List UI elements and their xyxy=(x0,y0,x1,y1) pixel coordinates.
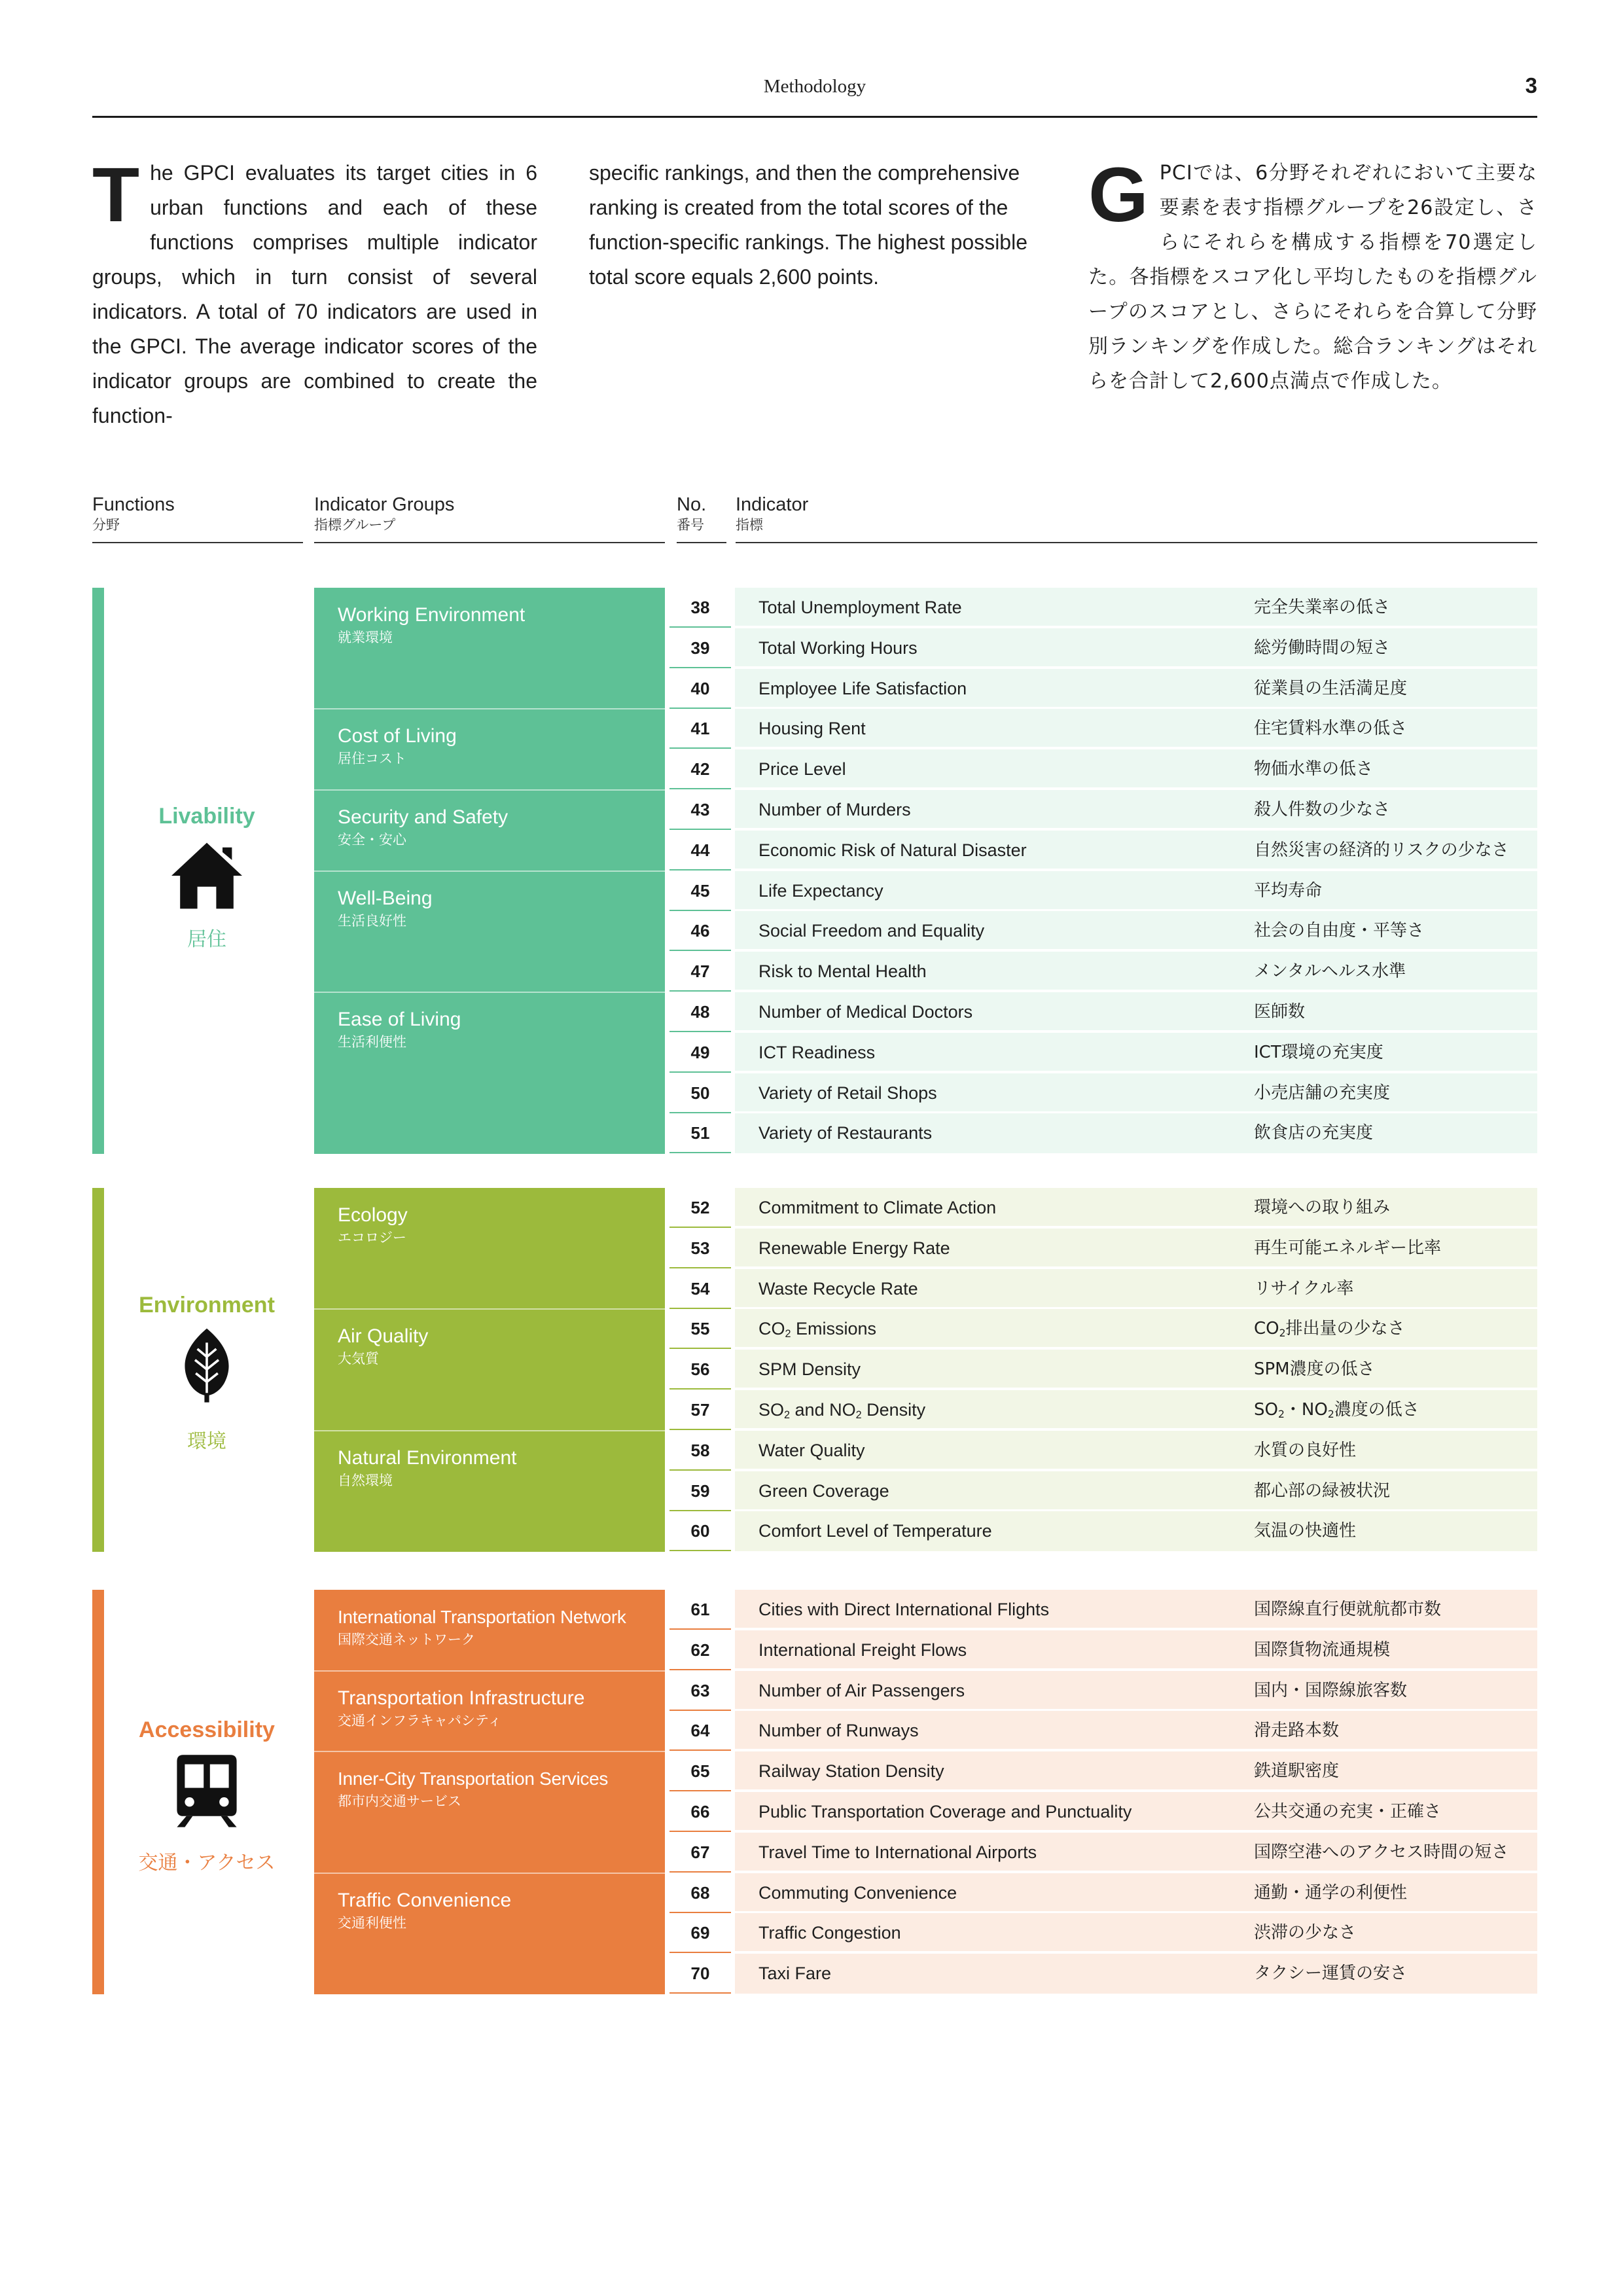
indicator-cell xyxy=(735,1471,1537,1511)
indicator-name-jp: 平均寿命 xyxy=(1254,880,1323,901)
indicator-cell xyxy=(735,1390,1537,1430)
accessibility-color-bar xyxy=(92,1590,104,1994)
indicator-group xyxy=(314,992,665,1154)
table-row xyxy=(669,1630,1537,1670)
indicator-cell xyxy=(735,1431,1537,1471)
indicator-name-jp: 公共交通の充実・正確さ xyxy=(1254,1802,1442,1821)
table-row xyxy=(669,1751,1537,1791)
indicator-name: Waste Recycle Rate xyxy=(758,1278,918,1299)
indicator-name: ICT Readiness xyxy=(758,1042,876,1062)
intro-jp-text: PCIでは、6分野それぞれにおいて主要な要素を表す指標グループを26設定し、さらにそれらを構成する指標を70選定した。各指標をスコア化し平均したものを指標グループのスコアとし、さらにそれらを合算して分野別ランキングを作成した。総合ランキングはそれらを合計して2,600点満点で作成した。 xyxy=(1088,162,1537,393)
indicator-name-jp: 国際空港へのアクセス時間の短さ xyxy=(1254,1842,1509,1862)
group-divider xyxy=(314,1308,665,1310)
table-row xyxy=(669,1309,1537,1349)
group-divider xyxy=(314,1430,665,1431)
indicator-cell xyxy=(735,1590,1537,1630)
indicator-name-jp: リサイクル率 xyxy=(1254,1278,1354,1299)
group-divider xyxy=(314,870,665,872)
indicator-number: 56 xyxy=(669,1350,731,1390)
indicator-name-jp: 国際線直行便就航都市数 xyxy=(1254,1600,1442,1619)
indicator-name: $SO_2$ and $NO_2$ Density xyxy=(758,1400,926,1421)
indicator-name-jp: 医師数 xyxy=(1254,1002,1306,1022)
indicator-group xyxy=(314,709,665,790)
table-row xyxy=(669,952,1537,992)
table-row xyxy=(669,1431,1537,1471)
group-name-jp: 大気質 xyxy=(338,1351,379,1367)
house-icon xyxy=(168,836,246,915)
indicator-group xyxy=(314,1590,665,1671)
indicator-name-jp: 従業員の生活満足度 xyxy=(1254,678,1408,698)
table-row xyxy=(669,1913,1537,1953)
indicator-number: 42 xyxy=(669,749,731,789)
indicator-number: 59 xyxy=(669,1471,731,1511)
indicator-name: Social Freedom and Equality xyxy=(758,921,985,941)
intro-english-column-1 xyxy=(92,152,537,433)
indicator-name: Economic Risk of Natural Disaster xyxy=(758,840,1027,860)
indicator-name: Price Level xyxy=(758,759,846,780)
table-row xyxy=(669,1073,1537,1113)
indicator-name-jp: 水質の良好性 xyxy=(1254,1440,1357,1460)
table-row xyxy=(669,1350,1537,1390)
group-name-jp: 生活良好性 xyxy=(338,912,406,929)
dropcap-g: G xyxy=(1088,152,1149,238)
intro-japanese-column xyxy=(1088,152,1537,399)
indicator-number: 55 xyxy=(669,1309,731,1349)
group-divider xyxy=(314,708,665,709)
indicator-name: Travel Time to International Airports xyxy=(758,1842,1037,1862)
indicator-number: 58 xyxy=(669,1431,731,1471)
indicator-cell xyxy=(735,1309,1537,1349)
indicator-group xyxy=(314,1671,665,1752)
table-row xyxy=(669,831,1537,870)
indicator-cell xyxy=(735,1711,1537,1751)
indicator-name: Commitment to Climate Action xyxy=(758,1198,997,1217)
indicator-name-jp: 環境への取り組み xyxy=(1254,1198,1391,1217)
indicator-name-jp: 社会の自由度・平等さ xyxy=(1254,921,1425,941)
table-row xyxy=(669,1229,1537,1268)
indicator-number: 60 xyxy=(669,1511,731,1551)
indicator-name-jp: メンタルヘルス水準 xyxy=(1254,961,1406,982)
indicator-cell xyxy=(735,628,1537,668)
indicator-name: SPM Density xyxy=(758,1359,861,1380)
section-title: Methodology xyxy=(763,76,866,97)
table-row xyxy=(669,871,1537,911)
accessibility-indicator-groups xyxy=(314,1590,665,1994)
indicator-number: 53 xyxy=(669,1229,731,1268)
indicator-name: Number of Air Passengers xyxy=(758,1680,965,1700)
table-row xyxy=(669,1471,1537,1511)
indicator-group xyxy=(314,790,665,871)
indicator-name: Green Coverage xyxy=(758,1480,889,1501)
group-divider xyxy=(314,789,665,791)
indicator-cell xyxy=(735,1073,1537,1113)
indicator-number: 38 xyxy=(669,588,731,628)
indicator-name: Number of Murders xyxy=(758,800,911,819)
indicator-name: Total Unemployment Rate xyxy=(758,598,962,617)
indicator-number: 57 xyxy=(669,1390,731,1430)
group-divider xyxy=(314,1873,665,1874)
indicator-number: 65 xyxy=(669,1751,731,1791)
environment-color-bar xyxy=(92,1188,104,1552)
train-icon xyxy=(168,1750,246,1829)
indicator-cell xyxy=(735,1913,1537,1953)
indicator-name-jp: 通勤・通学の利便性 xyxy=(1254,1882,1408,1903)
indicator-name-jp: ICT環境の充実度 xyxy=(1254,1042,1383,1062)
indicator-name: Public Transportation Coverage and Punctuality xyxy=(758,1802,1132,1821)
table-row xyxy=(669,1671,1537,1711)
table-row xyxy=(669,1188,1537,1228)
indicator-group xyxy=(314,871,665,992)
indicator-name: Water Quality xyxy=(758,1440,865,1460)
indicator-name-jp: 完全失業率の低さ xyxy=(1254,598,1391,617)
indicator-name-jp: 小売店舗の充実度 xyxy=(1254,1083,1391,1103)
group-name-jp: 都市内交通サービス xyxy=(338,1793,461,1810)
indicator-number: 63 xyxy=(669,1671,731,1711)
indicator-group xyxy=(314,1309,665,1430)
table-row xyxy=(669,911,1537,951)
indicator-number: 41 xyxy=(669,709,731,749)
indicator-cell xyxy=(735,1113,1537,1153)
indicator-number: 43 xyxy=(669,790,731,830)
indicator-cell xyxy=(735,831,1537,870)
table-row xyxy=(669,1954,1537,1994)
indicator-name: Railway Station Density xyxy=(758,1761,944,1782)
header-indicator-groups: Indicator Groups 指標グループ xyxy=(314,493,665,543)
indicator-number: 62 xyxy=(669,1630,731,1670)
indicator-name-jp: 渋滞の少なさ xyxy=(1254,1923,1357,1943)
indicator-cell xyxy=(735,1792,1537,1832)
indicator-number: 46 xyxy=(669,911,731,951)
table-row xyxy=(669,628,1537,668)
group-divider xyxy=(314,1751,665,1752)
indicator-number: 68 xyxy=(669,1873,731,1913)
indicator-group xyxy=(314,1751,665,1873)
indicator-cell xyxy=(735,952,1537,992)
indicator-name: Life Expectancy xyxy=(758,880,883,901)
indicator-cell xyxy=(735,1188,1537,1228)
header-indicator: Indicator 指標 xyxy=(736,493,1537,543)
indicator-name: Number of Medical Doctors xyxy=(758,1002,973,1022)
section-environment xyxy=(92,1188,1537,1552)
table-row xyxy=(669,1033,1537,1073)
group-name: Security and Safety xyxy=(338,806,508,828)
table-row xyxy=(669,669,1537,709)
indicator-name: Comfort Level of Temperature xyxy=(758,1521,992,1541)
indicator-name-jp: SPM濃度の低さ xyxy=(1254,1359,1375,1380)
livability-indicator-groups xyxy=(314,588,665,1154)
indicator-name-jp: タクシー運賃の安さ xyxy=(1254,1964,1408,1984)
group-name-jp: エコロジー xyxy=(338,1230,406,1246)
indicator-name-jp: 国際貨物流通規模 xyxy=(1254,1640,1391,1660)
group-name: Air Quality xyxy=(338,1325,429,1348)
table-row xyxy=(669,992,1537,1032)
indicator-number: 39 xyxy=(669,628,731,668)
indicator-name: Traffic Congestion xyxy=(758,1923,901,1943)
indicator-cell xyxy=(735,1873,1537,1913)
indicator-name: Cities with Direct International Flights xyxy=(758,1600,1050,1619)
table-row xyxy=(669,1269,1537,1309)
indicator-name-jp: 鉄道駅密度 xyxy=(1254,1761,1340,1782)
group-name-jp: 国際交通ネットワーク xyxy=(338,1632,475,1647)
indicator-cell xyxy=(735,669,1537,709)
group-name: Transportation Infrastructure xyxy=(338,1687,585,1709)
accessibility-function-label: Accessibility xyxy=(139,1717,275,1742)
indicator-name: Taxi Fare xyxy=(758,1964,832,1984)
table-row xyxy=(669,1792,1537,1832)
livability-function-label: Livability xyxy=(158,804,255,829)
indicator-number: 49 xyxy=(669,1033,731,1073)
indicator-number: 44 xyxy=(669,831,731,870)
indicator-cell xyxy=(735,911,1537,951)
indicator-name-jp: 物価水準の低さ xyxy=(1254,759,1374,780)
indicator-name-jp: 再生可能エネルギー比率 xyxy=(1254,1238,1442,1258)
livability-function-label-jp: 居住 xyxy=(187,928,226,951)
indicator-cell xyxy=(735,790,1537,830)
indicator-number: 69 xyxy=(669,1913,731,1953)
table-row xyxy=(669,1113,1537,1153)
indicator-number: 54 xyxy=(669,1269,731,1309)
indicator-name: Total Working Hours xyxy=(758,637,918,658)
indicator-number: 52 xyxy=(669,1188,731,1228)
indicator-name: Risk to Mental Health xyxy=(758,961,927,982)
table-row xyxy=(669,709,1537,749)
indicator-name-jp: 住宅賃料水準の低さ xyxy=(1254,719,1408,739)
indicator-name: Commuting Convenience xyxy=(758,1882,957,1903)
indicator-number: 70 xyxy=(669,1954,731,1994)
indicator-cell xyxy=(735,1671,1537,1711)
indicator-group xyxy=(314,1873,665,1994)
indicator-name-jp: $CO_2$排出量の少なさ xyxy=(1254,1319,1405,1340)
table-row xyxy=(669,588,1537,628)
environment-function-label-jp: 環境 xyxy=(187,1430,226,1453)
group-name: Natural Environment xyxy=(338,1446,517,1469)
indicator-number: 51 xyxy=(669,1113,731,1153)
indicator-number: 47 xyxy=(669,952,731,992)
indicator-cell xyxy=(735,588,1537,628)
group-name-jp: 安全・安心 xyxy=(338,832,406,848)
indicator-cell xyxy=(735,1751,1537,1791)
environment-function-label: Environment xyxy=(139,1293,275,1318)
section-accessibility xyxy=(92,1590,1537,1994)
intro-en-text-1: he GPCI evaluates its target cities in 6 urban functions and each of these functions comprises multiple indicator groups, which in turn consist of several indicators. A total of 70 indicators are used in the GPCI. The average indicator scores of the indicator groups are combined to create the function- xyxy=(92,161,537,427)
indicator-name-jp: 殺人件数の少なさ xyxy=(1254,800,1391,819)
indicator-name: International Freight Flows xyxy=(758,1640,967,1660)
leaf-icon xyxy=(168,1325,246,1404)
indicator-cell xyxy=(735,749,1537,789)
group-name: International Transportation Network xyxy=(338,1607,626,1627)
indicator-name: Housing Rent xyxy=(758,719,866,739)
indicator-cell xyxy=(735,1350,1537,1390)
section-livability xyxy=(92,588,1537,1154)
indicator-name-jp: 飲食店の充実度 xyxy=(1254,1123,1374,1143)
environment-indicator-groups xyxy=(314,1188,665,1552)
indicator-number: 64 xyxy=(669,1711,731,1751)
indicator-name-jp: 気温の快適性 xyxy=(1254,1521,1357,1541)
group-divider xyxy=(314,992,665,993)
indicator-cell xyxy=(735,871,1537,911)
group-name-jp: 自然環境 xyxy=(338,1472,393,1488)
indicator-name-jp: 国内・国際線旅客数 xyxy=(1254,1680,1408,1700)
group-name-jp: 就業環境 xyxy=(338,630,393,645)
indicator-number: 66 xyxy=(669,1792,731,1832)
indicator-name: Employee Life Satisfaction xyxy=(758,678,967,698)
indicator-number: 48 xyxy=(669,992,731,1032)
group-name: Inner-City Transportation Services xyxy=(338,1768,609,1789)
header-functions: Functions 分野 xyxy=(92,493,303,543)
intro-en-text-2: specific rankings, and then the comprehensive ranking is created from the total scores of the function-specific rankings. The highest possible total score equals 2,600 points. xyxy=(589,161,1027,289)
page-number: 3 xyxy=(1525,73,1537,98)
indicator-cell xyxy=(735,1229,1537,1268)
indicator-cell xyxy=(735,1630,1537,1670)
group-name: Working Environment xyxy=(338,604,526,626)
indicator-number: 67 xyxy=(669,1833,731,1873)
group-name-jp: 居住コスト xyxy=(338,751,406,767)
group-name: Traffic Convenience xyxy=(338,1889,512,1911)
table-row xyxy=(669,790,1537,830)
dropcap-t: T xyxy=(92,152,140,238)
indicator-group xyxy=(314,1431,665,1552)
indicator-number: 50 xyxy=(669,1073,731,1113)
indicator-name-jp: 自然災害の経済的リスクの少なさ xyxy=(1254,840,1509,860)
indicator-number: 45 xyxy=(669,871,731,911)
indicator-group xyxy=(314,588,665,709)
livability-color-bar xyxy=(92,588,104,1154)
table-row xyxy=(669,1873,1537,1913)
indicator-name: Renewable Energy Rate xyxy=(758,1238,950,1258)
indicator-name-jp: $SO_2$・$NO_2$濃度の低さ xyxy=(1254,1400,1419,1420)
group-name: Cost of Living xyxy=(338,725,457,747)
indicator-cell xyxy=(735,1033,1537,1073)
indicator-cell xyxy=(735,992,1537,1032)
running-header xyxy=(92,0,1537,118)
table-row xyxy=(669,1511,1537,1551)
group-name-jp: 生活利便性 xyxy=(338,1034,406,1050)
indicator-name: $CO_2$ Emissions xyxy=(758,1319,877,1340)
indicator-name-jp: 総労働時間の短さ xyxy=(1254,637,1391,658)
indicator-number: 61 xyxy=(669,1590,731,1630)
indicator-name: Variety of Retail Shops xyxy=(758,1083,937,1103)
group-name: Ecology xyxy=(338,1204,408,1226)
intro-english-column-2 xyxy=(589,156,1034,295)
table-row xyxy=(669,1711,1537,1751)
group-name-jp: 交通インフラキャパシティ xyxy=(338,1712,502,1729)
indicator-number: 40 xyxy=(669,669,731,709)
group-divider xyxy=(314,1670,665,1672)
indicator-cell xyxy=(735,1833,1537,1873)
group-name-jp: 交通利便性 xyxy=(338,1914,406,1931)
table-row xyxy=(669,1390,1537,1430)
indicator-name-jp: 滑走路本数 xyxy=(1254,1721,1340,1741)
header-number: No. 番号 xyxy=(677,493,726,543)
group-name: Ease of Living xyxy=(338,1009,461,1030)
indicator-cell xyxy=(735,709,1537,749)
group-name: Well-Being xyxy=(338,887,433,909)
indicator-name: Number of Runways xyxy=(758,1721,919,1741)
indicator-cell xyxy=(735,1954,1537,1994)
indicator-group xyxy=(314,1188,665,1309)
indicator-name: Variety of Restaurants xyxy=(758,1123,933,1143)
accessibility-function-label-jp: 交通・アクセス xyxy=(138,1852,276,1874)
table-row xyxy=(669,1590,1537,1630)
indicator-cell xyxy=(735,1269,1537,1309)
indicator-cell xyxy=(735,1511,1537,1551)
table-row xyxy=(669,749,1537,789)
table-row xyxy=(669,1833,1537,1873)
indicator-name-jp: 都心部の緑被状況 xyxy=(1254,1480,1391,1501)
